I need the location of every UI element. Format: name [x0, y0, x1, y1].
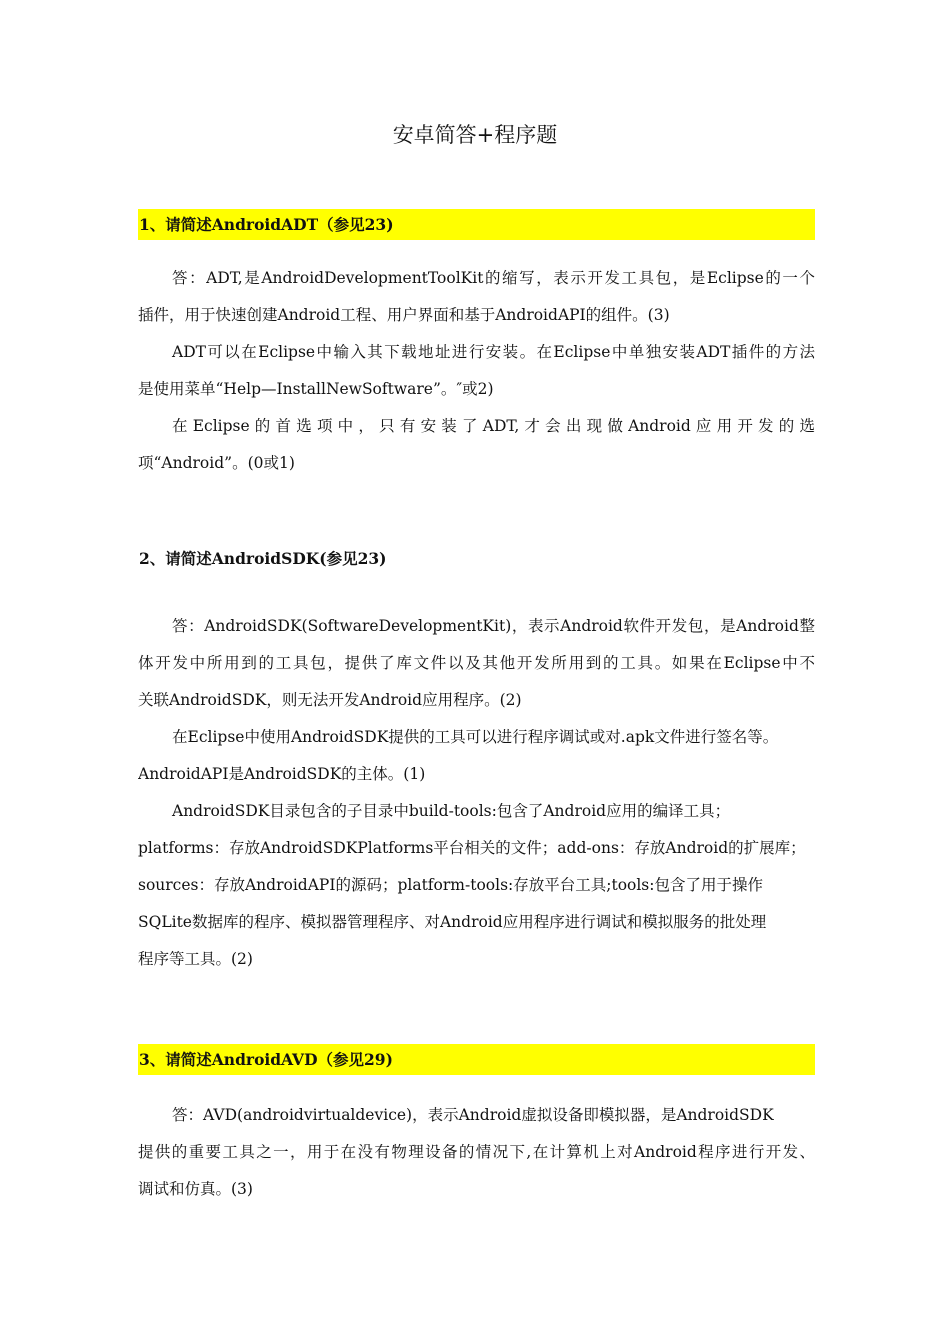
- answer-line: 调试和仿真。(3): [138, 1180, 253, 1198]
- question-3-answer: [138, 1097, 815, 1208]
- answer-line: 答：AVD(androidvirtualdevice)，表示Android虚拟设备即模拟器，是AndroidSDK: [172, 1106, 774, 1124]
- answer-line: 在Eclipse中使用AndroidSDK提供的工具可以进行程序调试或对.apk文件进行签名等。: [172, 728, 779, 746]
- question-3-heading: 3、请简述AndroidAVD（参见29): [138, 1044, 815, 1075]
- answer-line: 在 Eclipse 的 首 选 项 中 ， 只 有 安 装 了 ADT, 才 会 出 现 做 Android 应 用 开 发 的 选: [172, 417, 815, 435]
- page-title: 安卓简答+程序题: [392, 123, 558, 147]
- answer-line: platforms：存放AndroidSDKPlatforms平台相关的文件；add-ons：存放Android的扩展库；: [138, 839, 806, 857]
- answer-line: ADT可以在Eclipse中输入其下载地址进行安装。在Eclipse中单独安装ADT插件的方法: [172, 343, 815, 361]
- answer-line: 是使用菜单“Help—InstallNewSoftware”。″或2): [138, 380, 494, 398]
- answer-line: 插件，用于快速创建Android工程、用户界面和基于AndroidAPI的组件。(3): [138, 306, 670, 324]
- answer-line: sources：存放AndroidAPI的源码；platform-tools:存放平台工具;tools:包含了用于操作: [138, 876, 763, 894]
- answer-line: 答：AndroidSDK(SoftwareDevelopmentKit)，表示Android软件开发包，是Android整: [172, 617, 815, 635]
- answer-line: 关联AndroidSDK，则无法开发Android应用程序。(2): [138, 691, 522, 709]
- answer-line: 答：ADT,是AndroidDevelopmentToolKit的缩写，表示开发工具包，是Eclipse的一个: [172, 269, 815, 287]
- question-1-heading: 1、请简述AndroidADT（参见23): [138, 209, 815, 240]
- answer-line: 项“Android”。(0或1): [138, 454, 295, 472]
- question-2-answer: [138, 608, 815, 978]
- answer-line: AndroidAPI是AndroidSDK的主体。(1): [138, 765, 426, 783]
- answer-line: 体开发中所用到的工具包，提供了库文件以及其他开发所用到的工具。如果在Eclipse中不: [138, 654, 815, 672]
- question-2-heading: 2、请简述AndroidSDK(参见23): [139, 549, 387, 568]
- answer-line: SQLite数据库的程序、模拟器管理程序、对Android应用程序进行调试和模拟服务的批处理: [138, 913, 767, 931]
- answer-line: 程序等工具。(2): [138, 950, 253, 968]
- question-1-answer: [138, 260, 815, 482]
- answer-line: AndroidSDK目录包含的子目录中build-tools:包含了Android应用的编译工具；: [172, 802, 731, 820]
- answer-line: 提供的重要工具之一，用于在没有物理设备的情况下,在计算机上对Android程序进行开发、: [138, 1143, 815, 1161]
